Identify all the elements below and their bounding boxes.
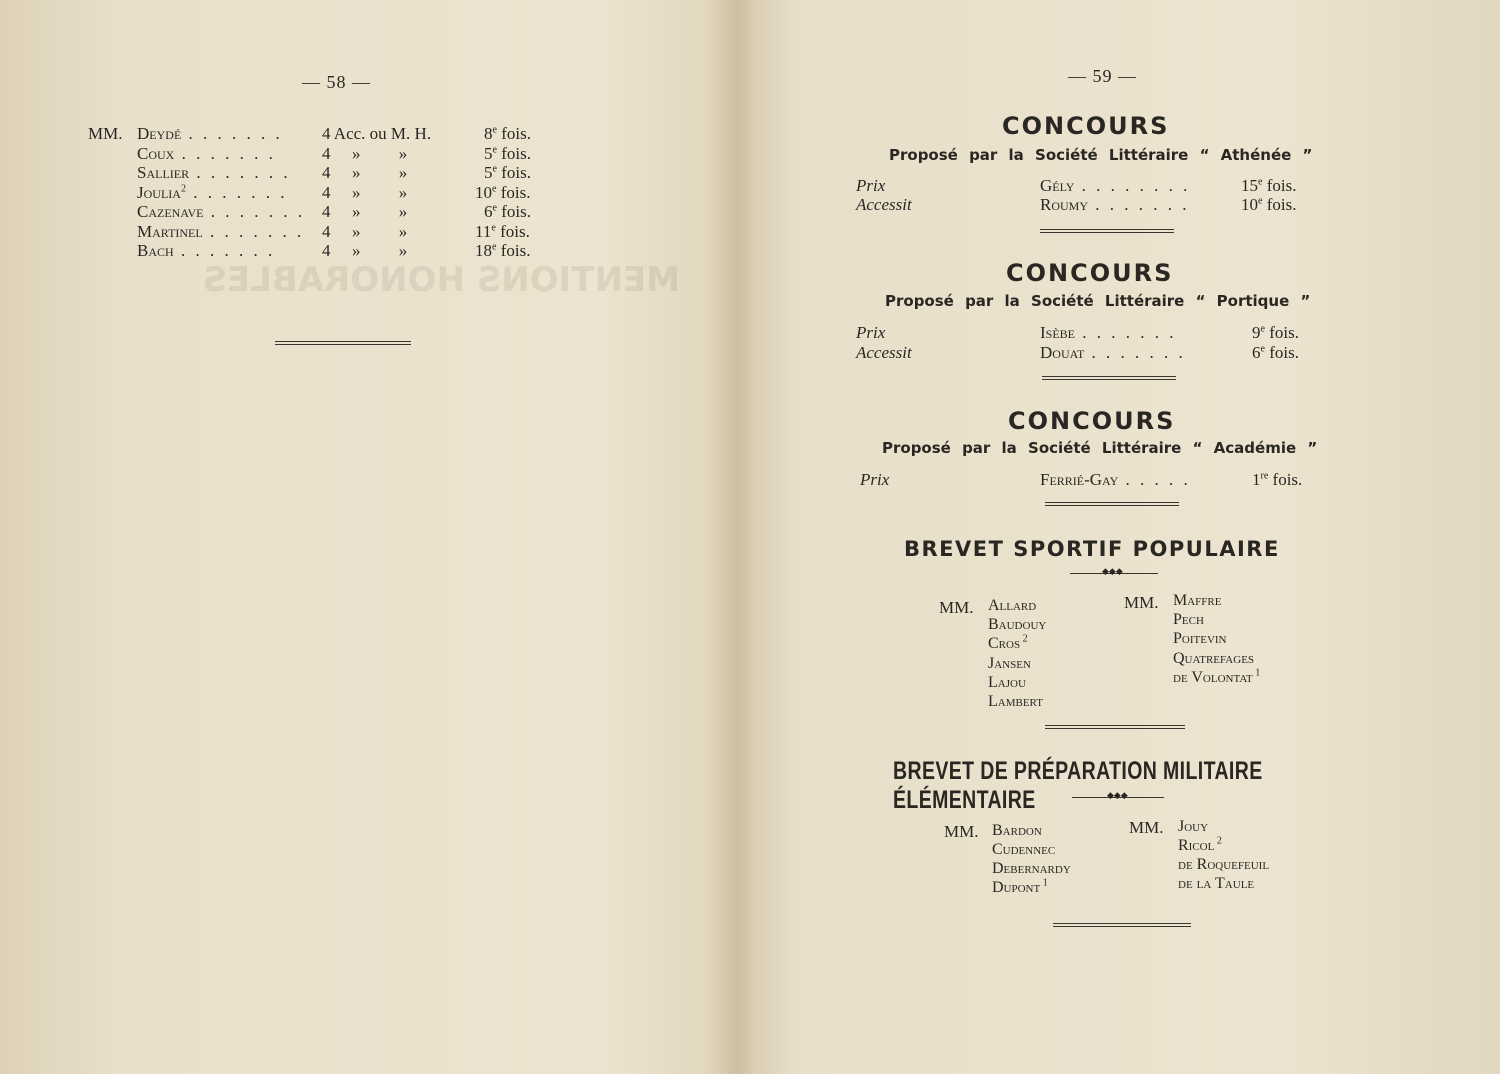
result-times xyxy=(475,222,530,242)
concours-subtitle: Proposé par la Société Littéraire “ Portique ” xyxy=(885,292,1311,310)
name-text: Deydé xyxy=(137,124,182,143)
result-times xyxy=(484,124,531,144)
name-text: Ricol xyxy=(1178,837,1215,854)
section-divider xyxy=(1045,502,1179,506)
person-name xyxy=(988,597,1036,615)
leader-dots: . . . . . . . xyxy=(1075,323,1177,342)
name-text: Lambert xyxy=(988,693,1043,710)
name-text: Debernardy xyxy=(992,860,1071,877)
times-word: fois. xyxy=(495,221,530,241)
brevet-militaire-title: BREVET DE PRÉPARATION MILITAIRE ÉLÉMENTAIRE xyxy=(893,757,1263,814)
name-text: Joulia xyxy=(137,182,181,202)
result-count: 4 Acc. ou M. H. xyxy=(322,124,432,143)
name-text: de Roquefeuil xyxy=(1178,856,1270,873)
mm-label: MM. xyxy=(88,124,123,143)
name-text: Cros xyxy=(988,635,1021,653)
section-divider xyxy=(275,341,411,345)
times-word: fois. xyxy=(1268,470,1303,489)
times-word: fois. xyxy=(1264,343,1299,362)
name-text: Roumy xyxy=(1040,195,1089,214)
ornament-diamonds: ◆◆◆ xyxy=(1102,566,1123,576)
times-number: 15 xyxy=(1241,176,1258,195)
times-number: 18 xyxy=(475,241,492,260)
times-number: 6 xyxy=(484,202,493,221)
times-number: 11 xyxy=(475,221,492,241)
times-word: fois. xyxy=(496,143,531,163)
times-word: fois. xyxy=(1262,176,1297,195)
person-name xyxy=(988,616,1046,634)
result-count: 4 xyxy=(322,163,331,182)
times-word: fois. xyxy=(1262,195,1297,214)
person-name xyxy=(992,841,1055,859)
person-name xyxy=(992,879,1048,897)
award-times xyxy=(1241,176,1296,196)
result-name xyxy=(137,144,276,164)
ordinal-suffix: e xyxy=(492,241,497,253)
name-text: Douat xyxy=(1040,343,1085,362)
times-number: 9 xyxy=(1252,323,1261,342)
leader-dots: . . . . . . . xyxy=(203,202,305,221)
ditto-marks: » » xyxy=(352,221,408,241)
mm-label: MM. xyxy=(1124,593,1159,612)
result-times xyxy=(484,144,531,164)
name-text: Pech xyxy=(1173,611,1204,629)
leader-dots: . . . . . . . xyxy=(202,221,305,241)
award-name xyxy=(1040,343,1186,363)
name-text: Bach xyxy=(137,241,174,260)
ordinal-suffix: e xyxy=(492,143,497,155)
result-name xyxy=(137,222,304,242)
concours-title: CONCOURS xyxy=(1006,259,1174,287)
times-word: fois. xyxy=(496,163,531,182)
ordinal-suffix: e xyxy=(492,202,497,214)
result-times xyxy=(475,241,530,261)
leader-dots: . . . . . . . . xyxy=(1074,176,1191,195)
name-text: Martinel xyxy=(137,221,203,241)
ordinal-suffix: e xyxy=(492,182,497,194)
result-count: 4 xyxy=(322,202,331,221)
concours-title: CONCOURS xyxy=(1002,112,1170,140)
mm-label: MM. xyxy=(939,598,974,617)
name-text: Poitevin xyxy=(1173,630,1227,648)
result-times xyxy=(475,183,530,203)
times-number: 6 xyxy=(1252,343,1261,362)
times-number: 10 xyxy=(1241,195,1258,214)
mm-label: MM. xyxy=(944,822,979,841)
footnote-mark: 2 xyxy=(180,182,186,194)
concours-subtitle: Proposé par la Société Littéraire “ Académie ” xyxy=(882,439,1318,457)
person-name xyxy=(988,674,1026,692)
times-word: fois. xyxy=(496,202,531,221)
times-word: fois. xyxy=(496,182,531,202)
award-label: Accessit xyxy=(856,195,912,214)
ordinal-suffix: e xyxy=(1258,195,1263,207)
result-count: 4 xyxy=(322,143,331,163)
leader-dots: . . . . . xyxy=(1118,470,1191,489)
ordinal-suffix: e xyxy=(491,221,496,233)
result-name xyxy=(137,124,283,144)
person-name xyxy=(1173,611,1204,629)
times-number: 8 xyxy=(484,124,493,143)
name-text: Ferrié-Gay xyxy=(1040,470,1119,489)
person-name xyxy=(1173,650,1254,668)
award-label: Prix xyxy=(856,323,886,342)
leader-dots: . . . . . . . xyxy=(185,182,288,202)
result-count: 4 xyxy=(322,182,331,202)
person-name xyxy=(1178,818,1208,836)
name-text: Jouy xyxy=(1178,818,1209,835)
ditto-marks: » » xyxy=(352,143,408,163)
result-name xyxy=(137,163,291,183)
name-text: Gély xyxy=(1040,176,1075,195)
award-times xyxy=(1252,343,1299,363)
name-text: Baudouy xyxy=(988,616,1047,634)
result-times xyxy=(484,202,531,222)
name-text: Coux xyxy=(137,143,175,163)
name-text: Cudennec xyxy=(992,841,1056,858)
leader-dots: . . . . . . . xyxy=(1084,343,1186,362)
ditto-marks: » » xyxy=(352,241,408,260)
person-name xyxy=(988,655,1031,673)
award-name xyxy=(1040,323,1177,343)
ordinal-suffix: re xyxy=(1260,470,1269,482)
name-text: Sallier xyxy=(137,163,190,182)
page-number: — 59 — xyxy=(1068,66,1137,86)
award-label: Prix xyxy=(860,470,890,489)
award-times xyxy=(1252,323,1299,343)
name-text: de Volontat xyxy=(1173,668,1253,686)
times-number: 5 xyxy=(484,143,493,163)
leader-dots: . . . . . . . xyxy=(1088,195,1190,214)
name-text: Dupont xyxy=(992,879,1041,896)
award-name xyxy=(1040,176,1190,196)
ordinal-suffix: e xyxy=(1260,323,1265,335)
leader-dots: . . . . . . . xyxy=(174,143,276,163)
award-times xyxy=(1252,470,1302,490)
left-page xyxy=(0,0,740,1074)
section-divider xyxy=(1042,376,1176,380)
concours-title: CONCOURS xyxy=(1008,407,1176,435)
award-name xyxy=(1040,470,1191,490)
times-word: fois. xyxy=(496,241,531,260)
footnote-mark: 1 xyxy=(1040,877,1048,889)
times-number: 10 xyxy=(475,182,492,202)
name-text: Lajou xyxy=(988,673,1026,691)
section-divider xyxy=(1040,229,1174,233)
times-number: 5 xyxy=(484,163,493,182)
ditto-marks: » » xyxy=(352,202,408,221)
footnote-mark: 2 xyxy=(1020,634,1028,646)
name-text: de la Taule xyxy=(1178,875,1255,892)
ordinal-suffix: e xyxy=(492,124,497,136)
person-name xyxy=(992,822,1042,840)
award-label: Accessit xyxy=(856,343,912,362)
name-text: Bardon xyxy=(992,822,1042,839)
name-text: Isèbe xyxy=(1040,323,1075,342)
times-word: fois. xyxy=(1264,323,1299,342)
result-name xyxy=(137,183,287,203)
times-number: 1 xyxy=(1252,470,1261,489)
ornament-diamonds: ◆◆◆ xyxy=(1107,790,1128,800)
person-name xyxy=(1178,875,1254,893)
person-name xyxy=(992,860,1071,878)
mm-label: MM. xyxy=(1129,818,1164,837)
award-name xyxy=(1040,195,1190,215)
result-count: 4 xyxy=(322,241,331,260)
result-name xyxy=(137,202,305,222)
right-page xyxy=(740,0,1500,1074)
leader-dots: . . . . . . . xyxy=(189,163,291,182)
footnote-mark: 1 xyxy=(1252,667,1261,679)
show-through-heading: MENTIONS HONORABLES xyxy=(202,260,680,300)
leader-dots: . . . . . . . xyxy=(181,124,283,143)
award-times xyxy=(1241,195,1296,215)
award-label: Prix xyxy=(856,176,886,195)
brevet-sportif-title: BREVET SPORTIF POPULAIRE xyxy=(904,537,1280,561)
person-name xyxy=(1173,630,1227,648)
section-divider xyxy=(1053,923,1191,927)
person-name xyxy=(988,693,1043,711)
ordinal-suffix: e xyxy=(1260,343,1265,355)
section-divider xyxy=(1045,725,1185,729)
page-number: — 58 — xyxy=(302,72,371,92)
name-text: Maffre xyxy=(1173,592,1222,609)
result-name xyxy=(137,241,275,261)
person-name xyxy=(1173,592,1221,610)
result-times xyxy=(484,163,531,183)
person-name xyxy=(988,635,1028,653)
name-text: Jansen xyxy=(988,654,1031,672)
concours-subtitle: Proposé par la Société Littéraire “ Athénée ” xyxy=(889,146,1313,164)
name-text: Allard xyxy=(988,597,1037,614)
name-text: Quatrefages xyxy=(1173,649,1255,667)
name-text: Cazenave xyxy=(137,202,204,221)
person-name xyxy=(1178,837,1222,855)
ordinal-suffix: e xyxy=(1258,176,1263,188)
ordinal-suffix: e xyxy=(492,163,497,175)
footnote-mark: 2 xyxy=(1214,835,1222,847)
ditto-marks: » » xyxy=(352,163,408,182)
leader-dots: . . . . . . . xyxy=(173,241,276,260)
ditto-marks: » » xyxy=(352,182,408,202)
person-name xyxy=(1173,669,1260,687)
times-word: fois. xyxy=(496,124,531,143)
result-count: 4 xyxy=(322,221,331,241)
person-name xyxy=(1178,856,1269,874)
